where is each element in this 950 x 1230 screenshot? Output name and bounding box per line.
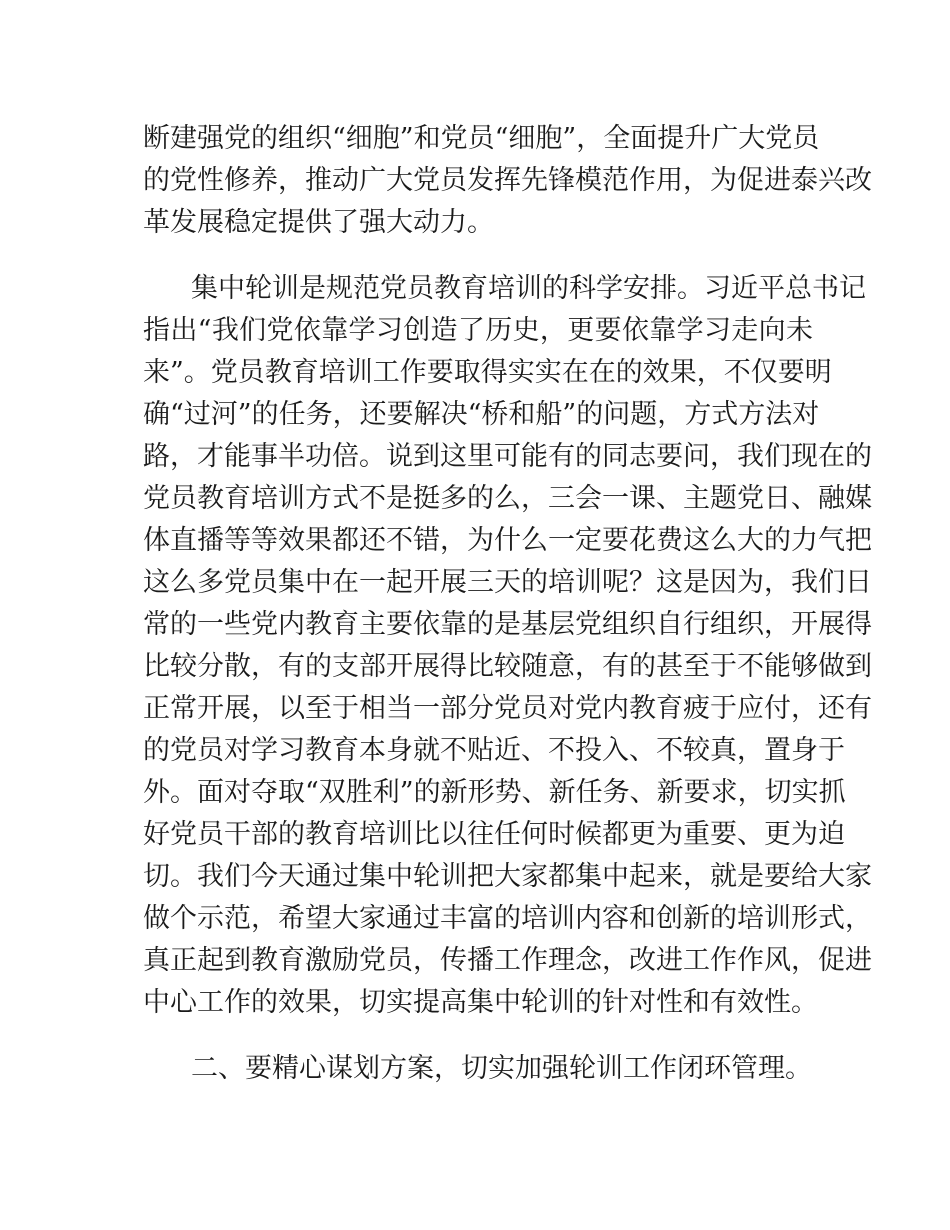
text-line: 集中轮训是规范党员教育培训的科学安排。习近平总书记 xyxy=(191,273,866,304)
text-line: 这么多党员集中在一起开展三天的培训呢？这是因为，我们日 xyxy=(143,567,872,598)
text-line: 路，才能事半功倍。说到这里可能有的同志要问，我们现在的 xyxy=(143,441,872,472)
paragraph-spacing xyxy=(143,1024,813,1048)
text-line: 切。我们今天通过集中轮训把大家都集中起来，就是要给大家 xyxy=(143,861,872,892)
text-line: 正常开展，以至于相当一部分党员对党内教育疲于应付，还有 xyxy=(143,693,872,724)
text-line: 好党员干部的教育培训比以往任何时候都更为重要、更为迫 xyxy=(143,819,845,850)
text-line: 比较分散，有的支部开展得比较随意，有的甚至于不能够做到 xyxy=(143,651,872,682)
text-line: 的党员对学习教育本身就不贴近、不投入、不较真，置身于 xyxy=(143,735,845,766)
text-line: 中心工作的效果，切实提高集中轮训的针对性和有效性。 xyxy=(143,987,818,1018)
text-line: 来”。党员教育培训工作要取得实实在在的效果，不仅要明 xyxy=(143,357,832,388)
document-body xyxy=(143,118,872,1090)
text-line: 常的一些党内教育主要依靠的是基层党组织自行组织，开展得 xyxy=(143,609,872,640)
paragraph-1 xyxy=(143,118,872,244)
text-line: 革发展稳定提供了强大动力。 xyxy=(143,207,494,238)
text-line: 指出“我们党依靠学习创造了历史，更要依靠学习走向未 xyxy=(143,315,813,346)
paragraph-2 xyxy=(143,268,872,1024)
text-line: 党员教育培训方式不是挺多的么，三会一课、主题党日、融媒 xyxy=(143,483,872,514)
text-line: 确“过河”的任务，还要解决“桥和船”的问题，方式方法对 xyxy=(143,399,820,430)
text-line: 体直播等等效果都还不错，为什么一定要花费这么大的力气把 xyxy=(143,525,872,556)
paragraph-spacing xyxy=(143,244,813,268)
text-line: 的党性修养，推动广大党员发挥先锋模范作用，为促进泰兴改 xyxy=(143,165,872,196)
heading-line: 二、要精心谋划方案，切实加强轮训工作闭环管理。 xyxy=(191,1053,812,1084)
text-line: 断建强党的组织“细胞”和党员“细胞”，全面提升广大党员 xyxy=(143,123,820,154)
section-heading xyxy=(143,1048,813,1090)
text-line: 真正起到教育激励党员，传播工作理念，改进工作作风，促进 xyxy=(143,945,872,976)
text-line: 外。面对夺取“双胜利”的新形势、新任务、新要求，切实抓 xyxy=(143,777,846,808)
text-line: 做个示范，希望大家通过丰富的培训内容和创新的培训形式， xyxy=(143,903,872,934)
